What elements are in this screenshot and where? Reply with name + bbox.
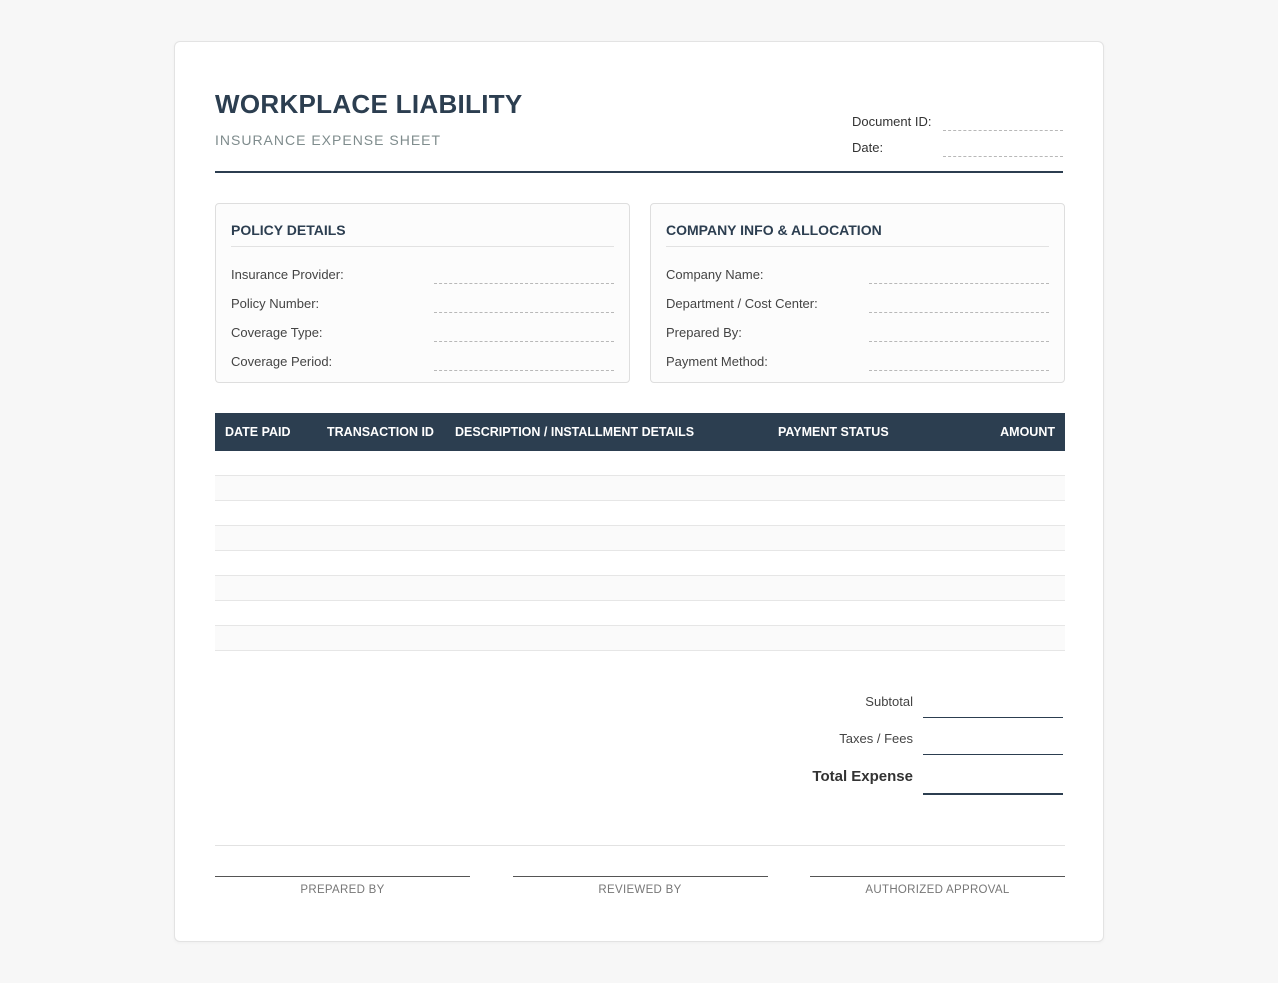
total-row [763, 755, 1063, 795]
field-row [666, 257, 1049, 286]
table-header [215, 413, 1065, 451]
field-label: Company Name: [666, 267, 764, 282]
column-header-payment-status: PAYMENT STATUS [778, 425, 889, 439]
field-row [231, 344, 614, 373]
table-row[interactable] [215, 576, 1065, 601]
taxes-field[interactable] [923, 718, 1063, 755]
field-row [666, 344, 1049, 373]
document-id-field[interactable] [943, 113, 1063, 131]
table-row[interactable] [215, 526, 1065, 551]
field-label: Insurance Provider: [231, 267, 344, 282]
table-row[interactable] [215, 451, 1065, 476]
field-row [231, 286, 614, 315]
meta-row-date [852, 131, 1063, 157]
field-row [666, 315, 1049, 344]
policy-details-box [215, 203, 630, 383]
box-title: POLICY DETAILS [231, 204, 614, 247]
document-meta [852, 105, 1063, 157]
meta-label: Document ID: [852, 114, 932, 129]
signature-line[interactable] [810, 876, 1065, 884]
sheet-header [215, 42, 1063, 173]
table-row[interactable] [215, 476, 1065, 501]
table-row[interactable] [215, 501, 1065, 526]
column-header-description: DESCRIPTION / INSTALLMENT DETAILS [455, 425, 695, 439]
signature-section [215, 876, 1065, 896]
info-boxes [215, 203, 1065, 383]
field-row [231, 315, 614, 344]
subtotal-field[interactable] [923, 682, 1063, 718]
field-label: Coverage Type: [231, 325, 323, 340]
cost-center-field[interactable] [869, 293, 1049, 313]
field-label: Payment Method: [666, 354, 768, 369]
column-header-transaction-id: TRANSACTION ID [327, 425, 434, 439]
company-name-field[interactable] [869, 264, 1049, 284]
taxes-row [763, 718, 1063, 755]
prepared-by-field[interactable] [869, 322, 1049, 342]
meta-row-document-id [852, 105, 1063, 131]
field-row [231, 257, 614, 286]
signature-label: REVIEWED BY [598, 884, 682, 896]
total-label: Total Expense [812, 768, 913, 785]
field-label: Coverage Period: [231, 354, 333, 369]
signature-authorized-approval [810, 876, 1065, 896]
signature-line[interactable] [513, 876, 768, 884]
date-field[interactable] [943, 139, 1063, 157]
table-row[interactable] [215, 601, 1065, 626]
transactions-table [215, 413, 1065, 651]
field-label: Policy Number: [231, 296, 320, 311]
meta-label: Date: [852, 140, 884, 155]
page-title: WORKPLACE LIABILITY [215, 89, 523, 119]
coverage-period-field[interactable] [434, 351, 614, 371]
field-row [666, 286, 1049, 315]
column-header-date-paid: DATE PAID [225, 425, 291, 439]
table-row[interactable] [215, 626, 1065, 651]
expense-sheet [174, 41, 1104, 942]
payment-method-field[interactable] [869, 351, 1049, 371]
policy-number-field[interactable] [434, 293, 614, 313]
signature-prepared-by [215, 876, 470, 896]
field-label: Department / Cost Center: [666, 296, 818, 311]
signature-label: PREPARED BY [300, 884, 385, 896]
field-label: Prepared By: [666, 325, 742, 340]
subtotal-row [763, 682, 1063, 718]
signature-label: AUTHORIZED APPROVAL [865, 884, 1010, 896]
insurance-provider-field[interactable] [434, 264, 614, 284]
table-row[interactable] [215, 551, 1065, 576]
column-header-amount: AMOUNT [1000, 425, 1055, 439]
coverage-type-field[interactable] [434, 322, 614, 342]
signature-reviewed-by [513, 876, 768, 896]
company-info-box [650, 203, 1065, 383]
box-title: COMPANY INFO & ALLOCATION [666, 204, 1049, 247]
subtotal-label: Subtotal [865, 694, 913, 709]
taxes-label: Taxes / Fees [839, 731, 913, 746]
signature-divider [215, 845, 1065, 846]
page-subtitle: INSURANCE EXPENSE SHEET [215, 132, 442, 148]
total-field[interactable] [923, 755, 1063, 795]
signature-line[interactable] [215, 876, 470, 884]
totals-section [763, 682, 1063, 795]
